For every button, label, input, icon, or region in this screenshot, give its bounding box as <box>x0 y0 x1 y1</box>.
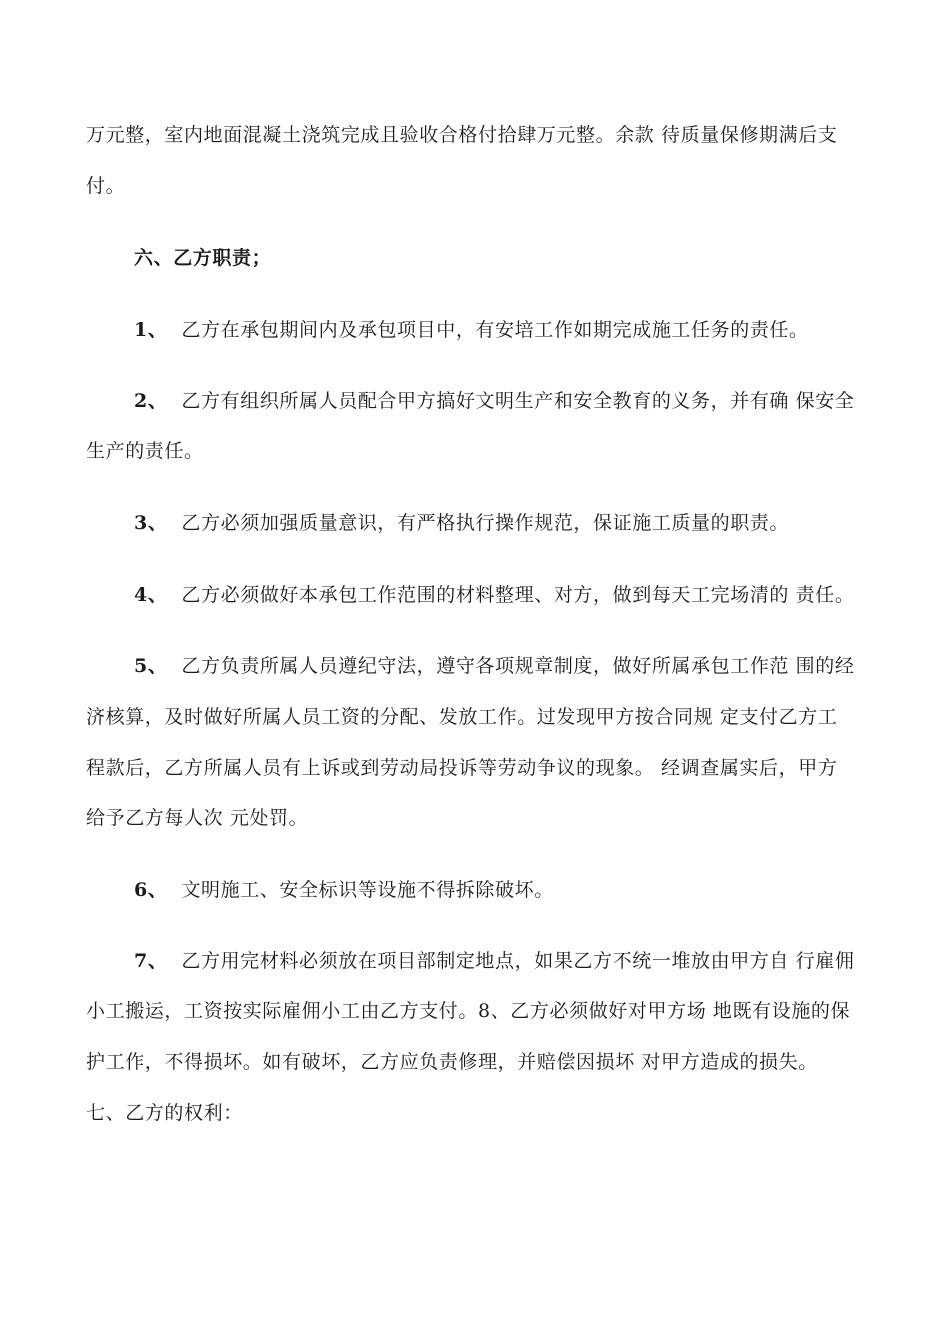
clause-number: 5、 <box>134 655 168 677</box>
section-6-heading: 六、乙方职责； <box>134 247 272 269</box>
clause-5-continued-3: 给予乙方每人次 元处罚。 <box>86 807 309 829</box>
clause-number: 4、 <box>134 584 168 606</box>
clause-text: 乙方在承包期间内及承包项目中，有安培工作如期完成施工任务的责任。 <box>181 319 809 341</box>
payment-text-line-1: 万元整，室内地面混凝土浇筑完成且验收合格付拾肆万元整。余款 待质量保修期满后支 <box>86 124 838 146</box>
clause-text: 文明施工、安全标识等设施不得拆除破坏。 <box>181 879 554 901</box>
clause-number: 3、 <box>134 512 168 534</box>
clause-6 <box>134 876 554 904</box>
section-7-heading: 七、乙方的权利： <box>86 1102 243 1124</box>
clause-text: 乙方用完材料必须放在项目部制定地点，如果乙方不统一堆放由甲方自 行雇佣 <box>181 950 855 972</box>
clause-7-continued-2: 护工作，不得损坏。如有破坏，乙方应负责修理，并赔偿因损坏 对甲方造成的损失。 <box>86 1051 818 1073</box>
clause-7 <box>134 947 854 975</box>
clause-2-continued: 生产的责任。 <box>86 440 204 462</box>
clause-number: 1、 <box>134 319 168 341</box>
clause-1 <box>134 316 809 344</box>
clause-number: 2、 <box>134 390 168 412</box>
clause-5 <box>134 652 854 680</box>
clause-number: 7、 <box>134 950 168 972</box>
clause-text: 乙方有组织所属人员配合甲方搞好文明生产和安全教育的义务，并有确 保安全 <box>181 390 855 412</box>
payment-text-line-2: 付。 <box>86 175 126 197</box>
clause-7-continued-1: 小工搬运，工资按实际雇佣小工由乙方支付。8、乙方必须做好对甲方场 地既有设施的保 <box>86 1000 851 1022</box>
clause-3 <box>134 509 789 537</box>
clause-5-continued-1: 济核算，及时做好所属人员工资的分配、发放工作。过发现甲方按合同规 定支付乙方工 <box>86 706 838 728</box>
clause-4 <box>134 581 854 609</box>
clause-text: 乙方负责所属人员遵纪守法，遵守各项规章制度，做好所属承包工作范 围的经 <box>181 655 855 677</box>
clause-5-continued-2: 程款后，乙方所属人员有上诉或到劳动局投诉等劳动争议的现象。 经调查属实后，甲方 <box>86 757 838 779</box>
clause-text: 乙方必须做好本承包工作范围的材料整理、对方，做到每天工完场清的 责任。 <box>181 584 855 606</box>
clause-2 <box>134 387 854 415</box>
clause-text: 乙方必须加强质量意识，有严格执行操作规范，保证施工质量的职责。 <box>181 512 790 534</box>
clause-number: 6、 <box>134 879 168 901</box>
